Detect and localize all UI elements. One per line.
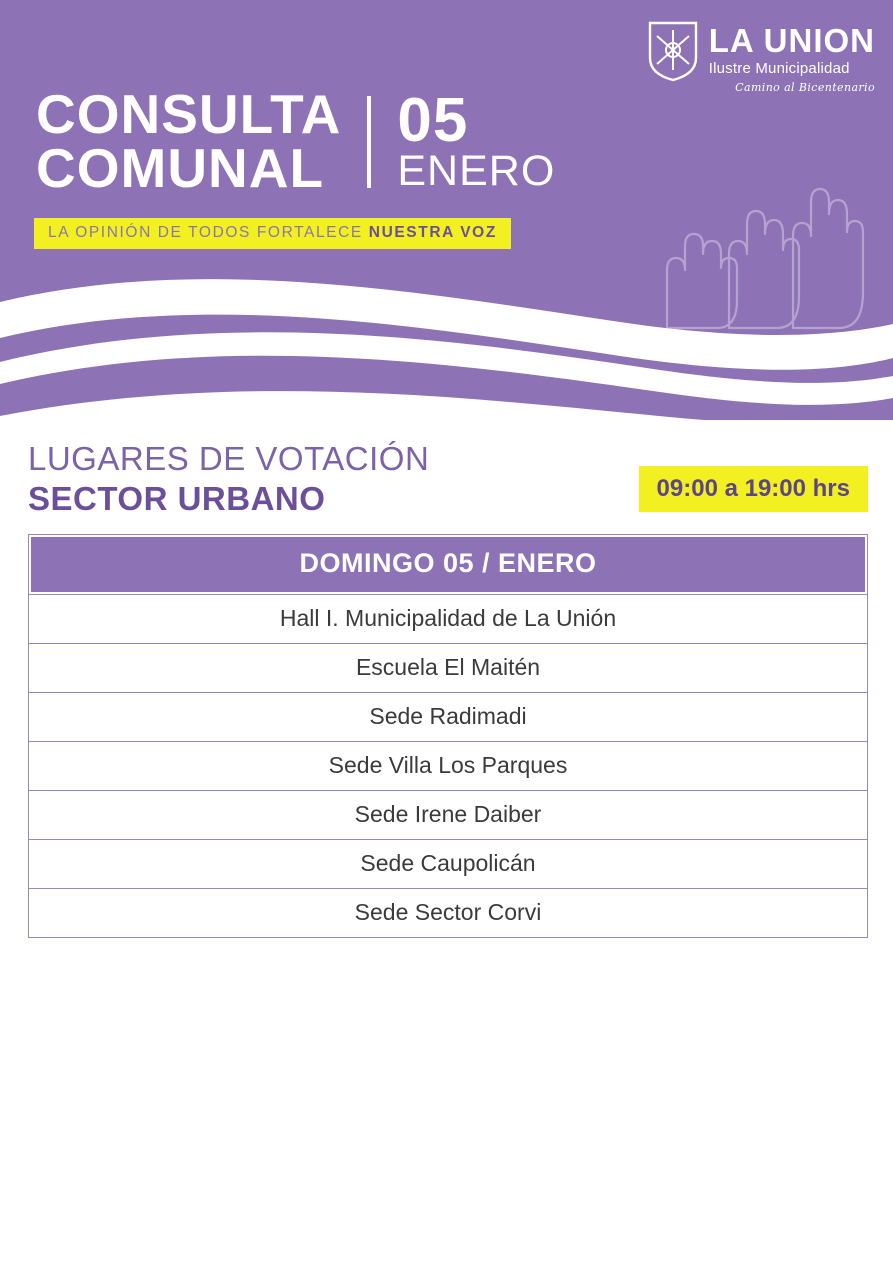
table-header: DOMINGO 05 / ENERO [29,535,867,594]
voting-places-section [28,440,868,938]
section-title-secondary: SECTOR URBANO [28,479,326,517]
logo-slogan: Camino al Bicentenario [735,81,875,94]
table-row: Sede Sector Corvi [29,888,867,937]
main-title-line2: COMUNAL [36,136,325,199]
table-row: Sede Caupolicán [29,839,867,888]
section-header-row [28,440,868,518]
section-headings [28,440,429,518]
date-month: ENERO [397,146,556,195]
tagline-soft: LA OPINIÓN DE TODOS FORTALECE [48,224,363,241]
logo-title: LA UNION [708,22,875,59]
date-block [397,86,556,195]
tagline-badge [34,218,511,249]
voting-places-table [28,534,868,938]
table-row: Sede Irene Daiber [29,790,867,839]
header-banner [0,0,893,420]
title-divider [367,96,371,188]
main-title-block [36,83,556,199]
municipality-logo [647,20,875,93]
main-title [36,83,342,199]
main-title-line1: CONSULTA [36,83,342,145]
date-day: 05 [397,86,469,156]
table-row: Sede Radimadi [29,692,867,741]
table-row: Hall I. Municipalidad de La Unión [29,594,867,643]
table-row: Sede Villa Los Parques [29,741,867,790]
section-title-primary: LUGARES DE VOTACIÓN [28,440,430,477]
hours-badge: 09:00 a 19:00 hrs [639,466,868,512]
coat-of-arms-icon [647,20,699,82]
logo-subtitle: Ilustre Municipalidad [708,60,850,77]
wave-decoration [0,266,893,420]
table-row: Escuela El Maitén [29,643,867,692]
tagline-bold: NUESTRA VOZ [368,224,497,241]
